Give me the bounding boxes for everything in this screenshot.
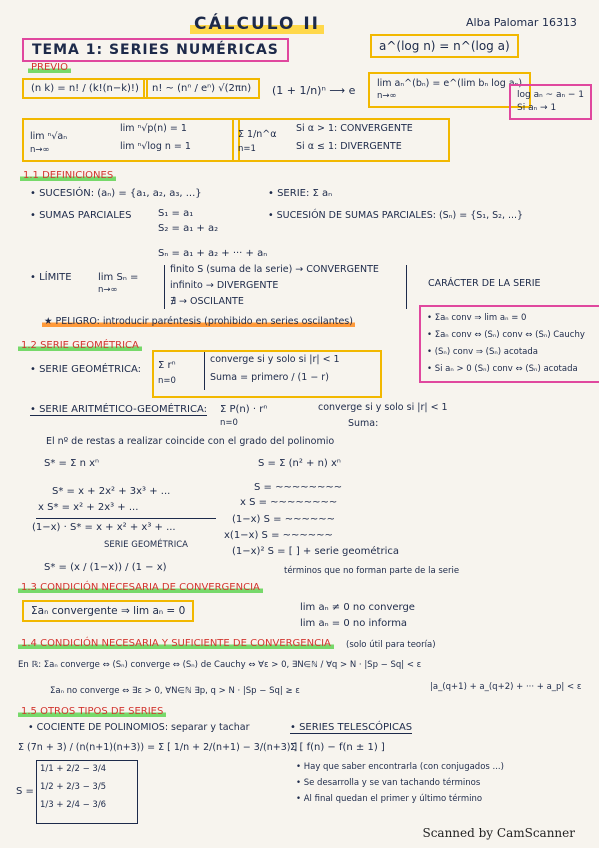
- section-1-4-note: (solo útil para teoría): [346, 640, 436, 650]
- topic-title: TEMA 1: SERIES NUMÉRICAS: [22, 38, 289, 62]
- section-1-3-heading: 1.3 CONDICIÓN NECESARIA DE CONVERGENCIA: [18, 582, 263, 593]
- stirling-box: [143, 78, 260, 99]
- log-equiv: log aₙ ~ aₙ − 1: [517, 90, 585, 100]
- binomial-box: [22, 78, 148, 99]
- def-limite-expr: lim Sₙ =: [98, 272, 139, 283]
- log-identity: a^(log n) = n^(log a): [379, 39, 510, 53]
- telesc-label-text: • SERIES TELESCÓPICAS: [290, 722, 413, 733]
- limit-exp-formula: lim aₙ^(bₙ) = e^(lim bₙ log aₙ): [377, 78, 523, 89]
- geo-sub: n=0: [158, 376, 176, 386]
- arit-suma: Suma:: [348, 418, 379, 429]
- right-xs: x S = ~~~~~~~~: [240, 497, 338, 508]
- cociente-frac: Σ (7n + 3) / (n(n+1)(n+3)) = Σ [ 1/n + 2/(n+1) − 3/(n+3) ]: [18, 742, 298, 753]
- geo-box: [152, 350, 382, 398]
- necessary-condition: Σaₙ convergente ⇒ lim aₙ = 0: [31, 605, 186, 617]
- def-limite-sub: n→∞: [98, 285, 118, 295]
- right-s: S = ~~~~~~~~: [254, 482, 343, 493]
- arit-label-text: • SERIE ARITMÉTICO-GEOMÉTRICA:: [30, 404, 208, 415]
- limit-exp-sub: n→∞: [377, 91, 397, 101]
- s-star-line: S* = x + 2x² + 3x³ + ...: [52, 486, 171, 497]
- cociente-row: 1/3 + 2/4 − 3/6: [40, 800, 107, 810]
- p-series-sub: n=1: [238, 144, 256, 154]
- root-limit-b: lim ⁿ√p(n) = 1: [120, 123, 187, 134]
- limit-eq: lim aₙ = 0 no informa: [300, 618, 408, 629]
- arit-conv: converge si y solo si |r| < 1: [318, 402, 448, 413]
- arit-sub: n=0: [220, 418, 238, 428]
- subtract-line: [36, 518, 216, 519]
- terms-note: términos que no forman parte de la serie: [284, 566, 460, 576]
- geo-suma: Suma = primero / (1 − r): [210, 372, 329, 383]
- restas-note: El nº de restas a realizar coincide con el grado del polinomio: [46, 436, 335, 447]
- property-item: • (Sₙ) conv ⇒ (Sₙ) acotada: [427, 347, 538, 357]
- limite-brace: [164, 265, 165, 309]
- def-suc-sumas: • SUCESIÓN DE SUMAS PARCIALES: (Sₙ) = {S₁, S₂, ...}: [268, 210, 524, 221]
- peligro-text: ★ PELIGRO: introducir paréntesis (prohibido en series oscilantes): [44, 316, 353, 327]
- property-item: • Si aₙ > 0 (Sₙ) conv ⇔ (Sₙ) acotada: [427, 364, 578, 374]
- example-2: S = Σ (n² + n) xⁿ: [258, 458, 341, 469]
- def-sucesion: • SUCESIÓN: (aₙ) = {a₁, a₂, a₃, ...}: [30, 188, 202, 199]
- stirling-formula: n! ~ (nⁿ / eⁿ) √(2πn): [152, 83, 252, 94]
- def-s2: S₂ = a₁ + a₂: [158, 223, 219, 234]
- binomial-formula: (n k) = n! / (k!(n−k)!): [31, 83, 139, 94]
- properties-box: [419, 305, 599, 383]
- section-1-4-heading: 1.4 CONDICIÓN NECESARIA Y SUFICIENTE DE CONVERGENCIA: [18, 638, 334, 649]
- geo-divider: [204, 352, 205, 390]
- euler-limit: (1 + 1/n)ⁿ ⟶ e: [272, 84, 356, 97]
- limit-exp-box: [368, 72, 531, 108]
- scanner-watermark: Scanned by CamScanner: [422, 826, 575, 840]
- root-limits-box: [22, 118, 240, 162]
- caracter-brace: [406, 265, 407, 309]
- p-div: Si α ≤ 1: DIVERGENTE: [296, 141, 402, 152]
- result-line: S* = (x / (1−x)) / (1 − x): [44, 562, 167, 573]
- section-1-2-heading: 1.2 SERIE GEOMÉTRICA: [18, 340, 142, 351]
- telesc-bullet: • Se desarrolla y se van tachando términos: [296, 778, 481, 788]
- cauchy-line-2: Σaₙ no converge ⇔ ∃ε > 0, ∀N∈ℕ ∃p, q > N · |Sp − Sq| ≥ ε: [50, 686, 300, 696]
- log-identity-box: [370, 34, 519, 58]
- def-sumas-label: • SUMAS PARCIALES: [30, 210, 132, 221]
- root-limit-a: lim ⁿ√aₙ: [30, 131, 67, 142]
- def-sn: Sₙ = a₁ + a₂ + ··· + aₙ: [158, 248, 268, 259]
- telesc-bullet: • Hay que saber encontrarla (con conjugados ...): [296, 762, 504, 772]
- cauchy-line-3: |a_(q+1) + a_(q+2) + ··· + a_p| < ε: [430, 682, 582, 692]
- log-equiv-cond: Si aₙ → 1: [517, 103, 557, 113]
- def-serie: • SERIE: Σ aₙ: [268, 188, 333, 199]
- right-1x: (1−x) S = ~~~~~~: [232, 514, 335, 525]
- lim-infinito: infinito → DIVERGENTE: [170, 280, 279, 291]
- def-limite-label: • LÍMITE: [30, 272, 72, 283]
- necessary-box: [22, 600, 194, 622]
- telesc-label: [290, 722, 412, 733]
- page-title: CÁLCULO II: [190, 14, 324, 34]
- cociente-row: 1/2 + 2/3 − 3/5: [40, 782, 107, 792]
- cociente-s-label: S =: [16, 786, 34, 797]
- arit-expr: Σ P(n) · rⁿ: [220, 404, 268, 415]
- geo-conv: converge si y solo si |r| < 1: [210, 354, 340, 365]
- section-1-5-heading: 1.5 OTROS TIPOS DE SERIES: [18, 706, 166, 717]
- right-1x2: (1−x)² S = [ ] + serie geométrica: [232, 546, 399, 557]
- lim-no: ∄ → OSCILANTE: [170, 296, 244, 307]
- p-series-box: [232, 118, 450, 162]
- cociente-label: • COCIENTE DE POLINOMIOS: separar y tachar: [28, 722, 250, 733]
- limit-neq: lim aₙ ≠ 0 no converge: [300, 602, 415, 613]
- cauchy-line-1: En ℝ: Σaₙ converge ⇔ (Sₙ) converge ⇔ (Sₙ) de Cauchy ⇔ ∀ε > 0, ∃N∈ℕ / ∀q > N · |Sp − Sq| < ε: [18, 660, 422, 670]
- diff-left: (1−x) · S* = x + x² + x³ + ...: [32, 522, 176, 533]
- p-conv: Si α > 1: CONVERGENTE: [296, 123, 413, 134]
- cociente-row: 1/1 + 2/2 − 3/4: [40, 764, 107, 774]
- telesc-bullet: • Al final quedan el primer y último término: [296, 794, 483, 804]
- caracter-label: CARÁCTER DE LA SERIE: [428, 278, 541, 289]
- def-s1: S₁ = a₁: [158, 208, 194, 219]
- previo-heading: PREVIO: [28, 62, 71, 73]
- geo-sum: Σ rⁿ: [158, 360, 176, 371]
- property-item: • Σaₙ conv ⇔ (Sₙ) conv ⇔ (Sₙ) Cauchy: [427, 330, 585, 340]
- right-x1x: x(1−x) S = ~~~~~~: [224, 530, 333, 541]
- geo-label: • SERIE GEOMÉTRICA:: [30, 364, 142, 375]
- section-1-1-heading: 1.1 DEFINICIONES: [20, 170, 116, 181]
- log-equiv-box: [509, 84, 592, 120]
- telesc-expr: Σ [ f(n) − f(n ± 1) ]: [290, 742, 385, 753]
- peligro-note: [42, 316, 355, 327]
- example-1: S* = Σ n xⁿ: [44, 458, 99, 469]
- author-label: Alba Palomar 16313: [466, 16, 577, 29]
- arit-label: [30, 404, 207, 415]
- p-series: Σ 1/n^α: [238, 129, 277, 140]
- lim-finito: finito S (suma de la serie) → CONVERGENTE: [170, 264, 379, 275]
- property-item: • Σaₙ conv ⇒ lim aₙ = 0: [427, 313, 527, 323]
- root-limit-sub: n→∞: [30, 145, 50, 155]
- root-limit-c: lim ⁿ√log n = 1: [120, 141, 191, 152]
- serie-geo-label: SERIE GEOMÉTRICA: [104, 540, 188, 550]
- x-s-star-line: x S* = x² + 2x³ + ...: [38, 502, 139, 513]
